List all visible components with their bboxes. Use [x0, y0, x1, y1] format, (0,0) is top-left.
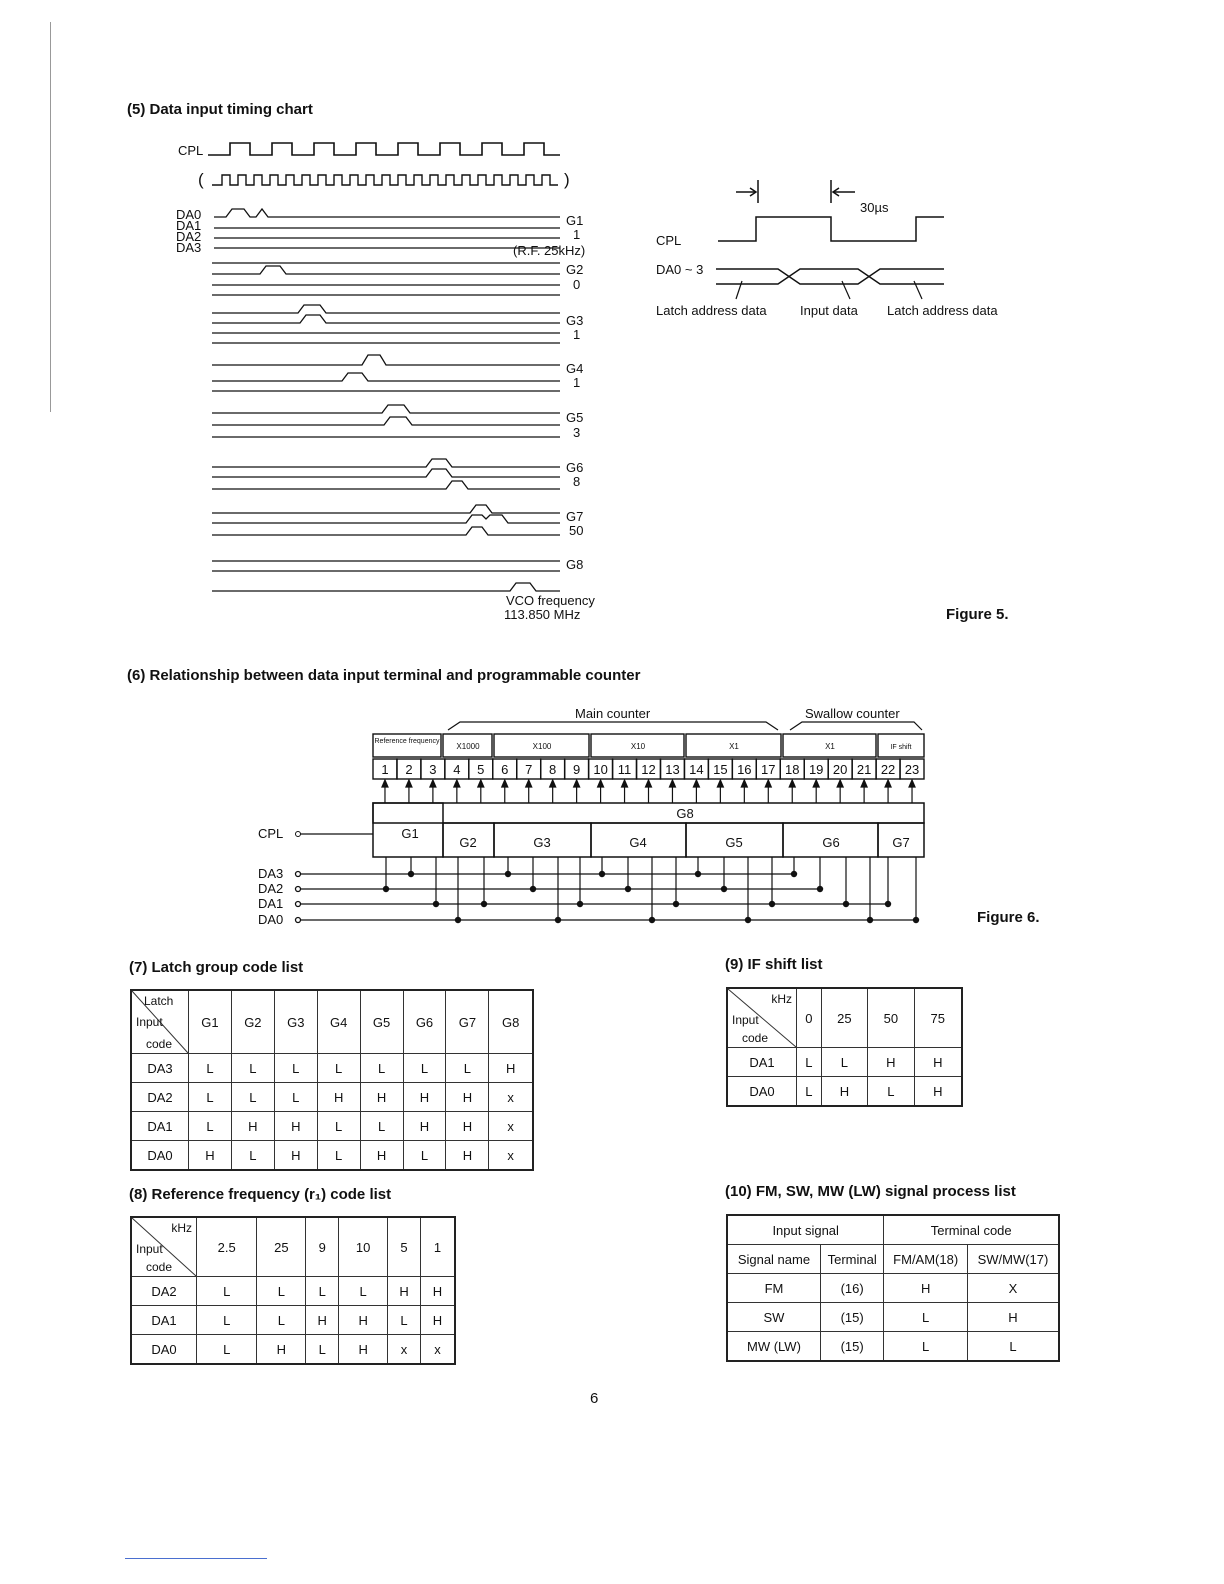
- bit-arrowhead: [478, 780, 484, 787]
- swallow-counter-label: Swallow counter: [805, 706, 900, 721]
- if-shift-table: [726, 987, 963, 1107]
- time-label: 30µs: [860, 200, 889, 215]
- bit-arrowhead: [574, 780, 580, 787]
- junction-dot: [577, 901, 583, 907]
- timing-cpl-label: CPL: [656, 233, 682, 248]
- table-row: DA1 L L H H L H: [131, 1306, 455, 1335]
- junction-dot: [433, 901, 439, 907]
- figure5-caption: Figure 5.: [946, 606, 1009, 623]
- timing-da-wave: [716, 269, 944, 284]
- latch-col-g4: G4: [317, 990, 360, 1054]
- ref-col-1: 1: [420, 1217, 455, 1277]
- junction-dot: [745, 917, 751, 923]
- bit-arrowhead: [741, 780, 747, 787]
- footer-rule: [125, 1558, 267, 1559]
- g2-value: 0: [573, 277, 581, 292]
- vco-label: VCO frequency: [506, 593, 595, 608]
- latch-address-label-1: Latch address data: [656, 303, 767, 318]
- vco-value: 113.850 MHz: [504, 607, 581, 622]
- bit-number: 7: [525, 762, 533, 777]
- bit-arrowhead: [622, 780, 628, 787]
- g8-block-label: G8: [676, 806, 694, 821]
- junction-dot: [505, 871, 511, 877]
- input-signal-header: Input signal: [727, 1215, 884, 1245]
- bit-number: 12: [641, 762, 656, 777]
- main-counter-label: Main counter: [575, 706, 651, 721]
- table-row: DA3 L L L L L L L H: [131, 1054, 533, 1083]
- latch-col-g5: G5: [360, 990, 403, 1054]
- section8-title: (8) Reference frequency (r₁) code list: [129, 1186, 392, 1203]
- diagram-da3-label: DA3: [258, 866, 284, 881]
- cpl-da-timing-detail: [650, 175, 998, 325]
- junction-dot: [649, 917, 655, 923]
- g1-label: G1: [566, 213, 584, 228]
- bit-number: 2: [405, 762, 413, 777]
- g1-note: (R.F. 25kHz): [513, 243, 586, 258]
- g5-waveforms: [212, 405, 560, 437]
- g2-waveforms: [212, 263, 560, 295]
- bit-arrowhead: [550, 780, 556, 787]
- ref-col-9: 9: [306, 1217, 339, 1277]
- if-table-corner: kHz Input code: [727, 988, 797, 1048]
- bit-number: 10: [593, 762, 608, 777]
- timing-cpl-wave: [718, 217, 944, 241]
- bit-row: [373, 759, 924, 779]
- bit-number: 20: [832, 762, 848, 777]
- cpl-fast-waveform: [212, 175, 558, 185]
- bit-arrowhead: [789, 780, 795, 787]
- bit-number: 5: [477, 762, 485, 777]
- table-row: DA0 L H L H x x: [131, 1335, 455, 1365]
- g8-label: G8: [566, 557, 584, 572]
- da3-label: DA3: [176, 240, 202, 255]
- latch-col-g1: G1: [189, 990, 232, 1054]
- junction-dot: [530, 886, 536, 892]
- da0-label: DA0: [176, 207, 202, 222]
- ref-col-25: 25: [257, 1217, 306, 1277]
- timing-da-label: DA0 ~ 3: [656, 262, 704, 277]
- junction-dot: [913, 917, 919, 923]
- bit-number: 16: [737, 762, 752, 777]
- if-col-25: 25: [821, 988, 867, 1048]
- bit-number: 23: [904, 762, 920, 777]
- g1-block: G1: [401, 826, 419, 841]
- bit-arrowhead: [861, 780, 867, 787]
- bit-number: 22: [880, 762, 896, 777]
- g1-value: 1: [573, 227, 581, 242]
- bit-number: 14: [689, 762, 704, 777]
- diagram-da0-label: DA0: [258, 912, 284, 927]
- table-row: DA2 L L L L H H: [131, 1277, 455, 1306]
- programmable-counter-diagram: [250, 700, 940, 935]
- g2-block: G2: [459, 835, 477, 850]
- section5-title: (5) Data input timing chart: [127, 101, 313, 118]
- da2-label: DA2: [176, 229, 202, 244]
- ref-col-5: 5: [388, 1217, 421, 1277]
- junction-dot: [843, 901, 849, 907]
- g3-label: G3: [566, 313, 584, 328]
- time-markers: [736, 180, 855, 203]
- table-row: DA2 L L L H H H H x: [131, 1083, 533, 1112]
- bit-arrowhead: [813, 780, 819, 787]
- g2-label: G2: [566, 262, 584, 277]
- g4-label: G4: [566, 361, 584, 376]
- g6-waveforms: [212, 459, 560, 489]
- bit-arrowhead: [765, 780, 771, 787]
- bit-number: 1: [381, 762, 389, 777]
- bit-arrowhead: [430, 780, 436, 787]
- section6-title: (6) Relationship between data input terminal and programmable counter: [127, 667, 641, 684]
- g-blocks: [373, 803, 924, 857]
- page-number: 6: [590, 1390, 599, 1407]
- g3-value: 1: [573, 327, 581, 342]
- reference-frequency-table: [130, 1216, 456, 1365]
- bit-number: 6: [501, 762, 509, 777]
- g4-value: 1: [573, 375, 581, 390]
- latch-col-g6: G6: [403, 990, 446, 1054]
- if-col-75: 75: [914, 988, 962, 1048]
- bit-number: 15: [713, 762, 728, 777]
- g5-label: G5: [566, 410, 584, 425]
- g1-waveforms: [214, 209, 560, 248]
- header-x1-swallow: X1: [825, 742, 835, 751]
- junction-dot: [695, 871, 701, 877]
- g4-waveforms: [212, 355, 560, 391]
- bit-number: 4: [453, 762, 461, 777]
- bit-arrowhead: [885, 780, 891, 787]
- bit-arrowhead: [837, 780, 843, 787]
- paren-open: (: [198, 170, 204, 189]
- bit-arrowhead: [598, 780, 604, 787]
- diagram-cpl-label: CPL: [258, 826, 284, 841]
- g5-block: G5: [725, 835, 743, 850]
- latch-col-g8: G8: [489, 990, 533, 1054]
- g6-label: G6: [566, 460, 584, 475]
- bit-number: 9: [573, 762, 581, 777]
- g5-value: 3: [573, 425, 581, 440]
- signal-process-table: [726, 1214, 1060, 1362]
- junction-dot: [817, 886, 823, 892]
- input-data-label: Input data: [800, 303, 858, 318]
- junction-dots: [383, 871, 919, 923]
- latch-address-label-2: Latch address data: [887, 303, 998, 318]
- junction-dot: [721, 886, 727, 892]
- bit-number: 18: [785, 762, 800, 777]
- latch-group-table: [130, 989, 534, 1171]
- da-bus-wires: [300, 874, 916, 920]
- table-row: DA1 L H H L L H H x: [131, 1112, 533, 1141]
- g6-value: 8: [573, 474, 581, 489]
- bit-arrowhead: [669, 780, 675, 787]
- table-row: MW (LW) (15) L L: [727, 1332, 1059, 1362]
- diagram-da1-label: DA1: [258, 896, 284, 911]
- bit-arrowhead: [646, 780, 652, 787]
- bit-number: 11: [617, 762, 632, 777]
- section10-title: (10) FM, SW, MW (LW) signal process list: [725, 1183, 1016, 1200]
- bit-number: 19: [808, 762, 824, 777]
- cpl-waveform: [208, 143, 560, 155]
- bit-arrowhead: [382, 780, 388, 787]
- margin-line: [50, 22, 51, 412]
- table-row: FM (16) H X: [727, 1274, 1059, 1303]
- junction-dot: [481, 901, 487, 907]
- bit-arrowhead: [502, 780, 508, 787]
- latch-col-g3: G3: [274, 990, 317, 1054]
- g8-waveforms: [212, 561, 560, 591]
- bit-arrows: [382, 780, 915, 803]
- junction-dot: [885, 901, 891, 907]
- counter-braces: [448, 722, 922, 730]
- bit-arrowhead: [406, 780, 412, 787]
- bit-arrowhead: [454, 780, 460, 787]
- section9-title: (9) IF shift list: [725, 956, 823, 973]
- bit-number: 17: [761, 762, 776, 777]
- figure6-caption: Figure 6.: [977, 909, 1040, 926]
- bit-arrowhead: [717, 780, 723, 787]
- g7-label: G7: [566, 509, 584, 524]
- bit-arrowhead: [909, 780, 915, 787]
- g3-block: G3: [533, 835, 551, 850]
- bit-number: 13: [665, 762, 680, 777]
- diagram-da2-label: DA2: [258, 881, 284, 896]
- g7-waveforms: [212, 505, 560, 535]
- terminal-header: Terminal: [820, 1245, 883, 1274]
- junction-dot: [555, 917, 561, 923]
- ref-col-2.5: 2.5: [197, 1217, 257, 1277]
- swmw-header: SW/MW(17): [967, 1245, 1059, 1274]
- ref-table-corner: kHz Input code: [131, 1217, 197, 1277]
- latch-table-corner: Latch Input code: [131, 990, 189, 1054]
- cpl-label: CPL: [178, 143, 204, 158]
- da-terminals: [296, 872, 301, 923]
- bit-number: 8: [549, 762, 557, 777]
- header-x1-main: X1: [729, 742, 739, 751]
- signal-name-header: Signal name: [727, 1245, 820, 1274]
- header-x1000: X1000: [456, 742, 480, 751]
- junction-dot: [455, 917, 461, 923]
- table-row: SW (15) L H: [727, 1303, 1059, 1332]
- ref-col-10: 10: [339, 1217, 388, 1277]
- if-col-0: 0: [797, 988, 822, 1048]
- junction-dot: [791, 871, 797, 877]
- latch-col-g7: G7: [446, 990, 489, 1054]
- junction-dot: [383, 886, 389, 892]
- g7-value: 50: [569, 523, 584, 538]
- g7-block: G7: [892, 835, 910, 850]
- g6-block: G6: [822, 835, 840, 850]
- table-row: DA0 L H L H: [727, 1077, 962, 1107]
- latch-col-g2: G2: [231, 990, 274, 1054]
- bit-number: 3: [429, 762, 437, 777]
- if-col-50: 50: [868, 988, 914, 1048]
- terminal-code-header: Terminal code: [884, 1215, 1059, 1245]
- junction-dot: [625, 886, 631, 892]
- g8-bar: [373, 803, 924, 823]
- table-row: DA1 L L H H: [727, 1048, 962, 1077]
- fmam-header: FM/AM(18): [884, 1245, 968, 1274]
- header-x100: X100: [532, 742, 552, 751]
- header-if-shift: IF shift: [890, 744, 912, 751]
- junction-dot: [408, 871, 414, 877]
- header-x10: X10: [630, 742, 646, 751]
- data-input-timing-chart: [170, 135, 630, 625]
- junction-dot: [867, 917, 873, 923]
- paren-close: ): [564, 170, 570, 189]
- bit-number: 21: [856, 762, 872, 777]
- da1-label: DA1: [176, 218, 202, 233]
- bit-arrowhead: [526, 780, 532, 787]
- g3-waveforms: [212, 305, 560, 343]
- header-reference-frequency: Reference frequency: [374, 738, 440, 745]
- bit-arrowhead: [693, 780, 699, 787]
- section7-title: (7) Latch group code list: [129, 959, 304, 976]
- junction-dot: [769, 901, 775, 907]
- junction-dot: [673, 901, 679, 907]
- cpl-terminal: [296, 832, 301, 837]
- g4-block: G4: [629, 835, 647, 850]
- table-row: DA0 H L H L H L H x: [131, 1141, 533, 1171]
- junction-dot: [599, 871, 605, 877]
